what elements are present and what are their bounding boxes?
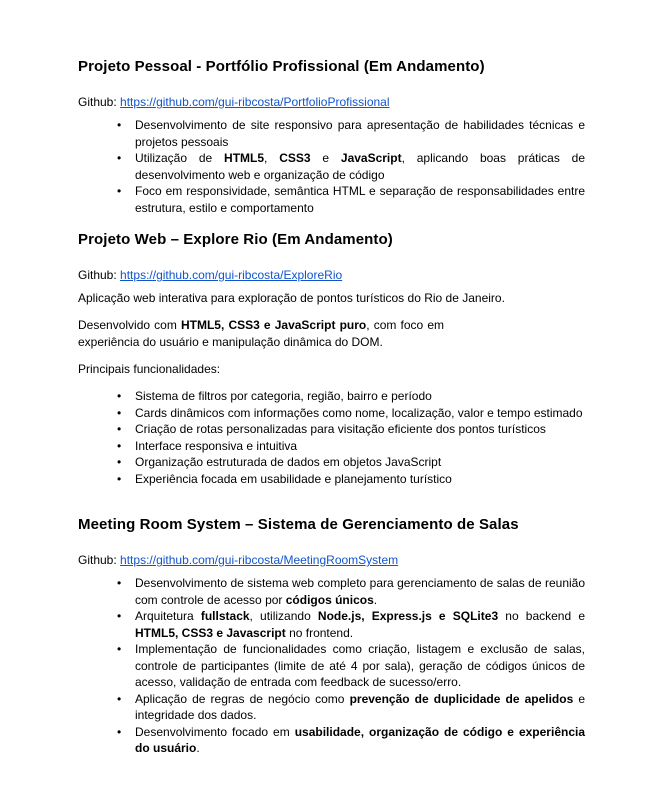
text-run: Criação de rotas personalizadas para visitação eficiente dos pontos turísticos xyxy=(135,422,546,436)
text-run: Aplicação de regras de negócio como xyxy=(135,691,350,706)
text-run: Desenvolvido com xyxy=(78,318,181,332)
github-line xyxy=(78,94,585,111)
bullet-item xyxy=(135,471,585,488)
section-heading: Meeting Room System – Sistema de Gerenciamento de Salas xyxy=(78,516,519,533)
text-run: Principais funcionalidades: xyxy=(78,362,221,376)
text-run: , utilizando xyxy=(249,609,318,623)
bullet-item xyxy=(135,454,585,471)
github-line xyxy=(78,552,585,569)
text-run: Foco em responsividade, semântica HTML e separação de responsabilidades entre estrutura, estilo e comportamento xyxy=(135,184,585,215)
project-section xyxy=(78,230,585,487)
text-run: Desenvolvimento de sistema web completo para gerenciamento de salas de reunião com controle de acesso por xyxy=(135,576,585,607)
text-run: no frontend. xyxy=(285,625,354,640)
project-section xyxy=(78,515,585,757)
text-run: no backend e xyxy=(498,609,585,623)
paragraph xyxy=(78,290,585,307)
text-run: Interface responsiva e intuitiva xyxy=(135,438,298,453)
text-run: HTML5 xyxy=(224,151,265,165)
text-run: HTML5, CSS3 e Javascript xyxy=(135,625,286,640)
bullet-item xyxy=(135,724,585,757)
github-link[interactable]: https://github.com/gui-ribcosta/ExploreRio xyxy=(120,268,343,282)
github-label: Github: xyxy=(78,95,117,109)
bullet-item xyxy=(135,150,585,183)
text-run: Utilização de xyxy=(135,151,225,165)
text-run: , aplicando boas práticas de desenvolvimento web e organização de código xyxy=(135,151,585,182)
text-run: Sistema de filtros por categoria, região, bairro e período xyxy=(135,389,432,403)
github-line xyxy=(78,267,585,284)
bullet-list xyxy=(78,388,585,487)
project-section xyxy=(78,57,585,216)
bullet-list xyxy=(78,575,585,757)
bullet-item xyxy=(135,438,585,455)
text-run: , com foco em experiência do usuário e manipulação dinâmica do DOM. xyxy=(78,318,444,349)
section-heading: Projeto Web – Explore Rio (Em Andamento) xyxy=(78,231,393,248)
bullet-item xyxy=(135,388,585,405)
text-run: . xyxy=(196,741,200,755)
text-run: Desenvolvimento de site responsivo para apresentação de habilidades técnicas e projetos pessoais xyxy=(135,118,585,149)
bullet-item xyxy=(135,641,585,691)
text-run: HTML5, CSS3 e JavaScript puro xyxy=(180,318,367,332)
github-label: Github: xyxy=(78,268,117,282)
text-run: códigos únicos xyxy=(285,592,374,607)
paragraph xyxy=(78,317,444,351)
text-run: fullstack xyxy=(200,609,250,623)
bullet-item xyxy=(135,183,585,216)
bullet-item xyxy=(135,421,585,438)
text-run: usabilidade, organização de código e experiência do usuário xyxy=(135,724,585,755)
text-run: CSS3 xyxy=(279,151,311,165)
text-run: prevenção de duplicidade de apelidos xyxy=(349,691,574,706)
text-run: Implementação de funcionalidades como criação, listagem e exclusão de salas, controle de participantes (limite de até 4 por sala), geração de códigos únicos de acesso, validação de entrada com feedback de sucesso/erro. xyxy=(135,642,585,689)
bullet-item xyxy=(135,117,585,150)
text-run: Arquitetura xyxy=(135,609,201,623)
text-run: Organização estruturada de dados em objetos JavaScript xyxy=(135,455,442,469)
text-run: e xyxy=(310,151,341,165)
bullet-item xyxy=(135,608,585,641)
bullet-item xyxy=(135,405,585,422)
github-link[interactable]: https://github.com/gui-ribcosta/PortfolioProfissional xyxy=(120,95,390,109)
text-run: JavaScript xyxy=(340,151,402,165)
bullet-item xyxy=(135,691,585,724)
paragraph xyxy=(78,361,585,378)
text-run: Node.js, Express.js e SQLite3 xyxy=(317,609,499,623)
text-run: Experiência focada em usabilidade e planejamento turístico xyxy=(135,471,452,486)
text-run: . xyxy=(373,592,378,607)
text-run: , xyxy=(264,151,280,165)
text-run: Desenvolvimento focado em xyxy=(135,724,295,739)
github-link[interactable]: https://github.com/gui-ribcosta/MeetingRoomSystem xyxy=(120,553,399,567)
text-run: Cards dinâmicos com informações como nome, localização, valor e tempo estimado xyxy=(135,405,583,420)
text-run: e integridade dos dados. xyxy=(135,691,585,722)
bullet-list xyxy=(78,117,585,216)
github-label: Github: xyxy=(78,553,117,567)
bullet-item xyxy=(135,575,585,608)
text-run: Aplicação web interativa para exploração de pontos turísticos do Rio de Janeiro. xyxy=(78,291,505,305)
section-heading: Projeto Pessoal - Portfólio Profissional (Em Andamento) xyxy=(78,58,485,75)
